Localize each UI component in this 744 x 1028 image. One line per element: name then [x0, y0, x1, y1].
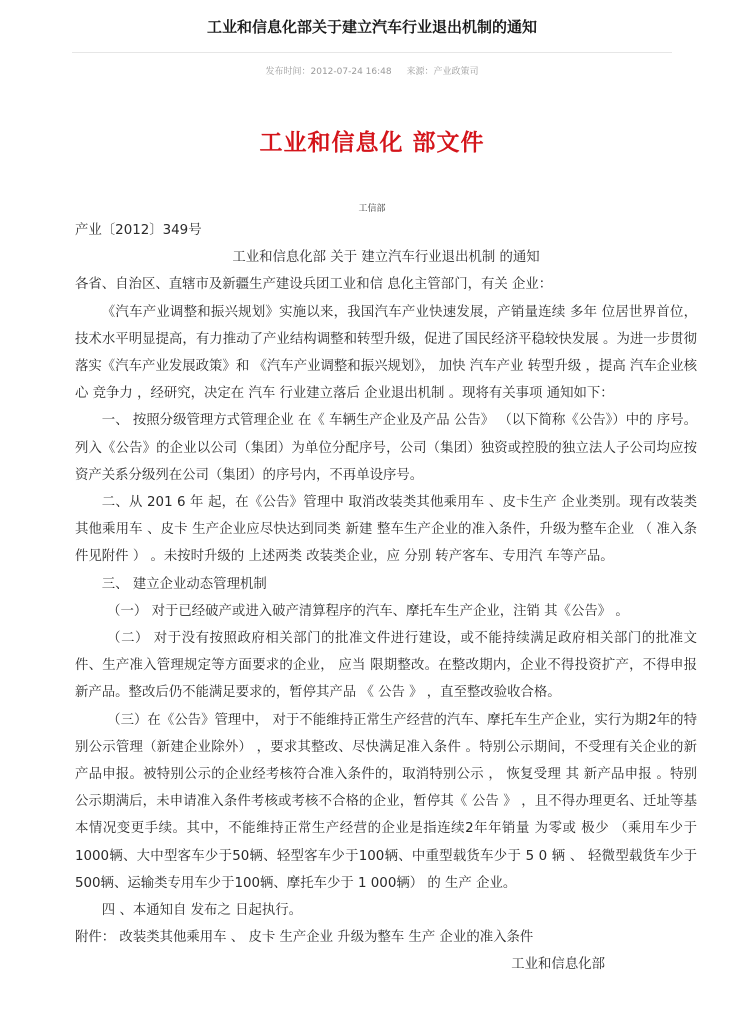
paragraph-item-3: 三、 建立企业动态管理机制	[101, 576, 267, 592]
article-title: 工业和信息化部关于建立汽车行业退出机制的通知	[206, 18, 537, 36]
source-value: 产业政策司	[433, 67, 479, 77]
title-divider	[72, 52, 672, 53]
signature: 工业和信息化部	[511, 957, 605, 973]
document-number: 产业〔2012〕349号	[75, 223, 202, 238]
paragraph-intro: 《汽车产业调整和振兴规划》实施以来，我国汽车产业快速发展，产销量连续 多年 位居世界首位，技术水平明显提高，有力推动了产业结构调整和转型升级，促进了国民经济平稳较快发展 。为进一步贯彻落实《汽车产业发展政策》和 《汽车产业调整和振兴规划》， 加快 汽车产业 转型升级 ，提高 汽车企业核心 竞争力 ，经研究，决定在 汽车 行业建立落后 企业退出机制 。现将有关事项 通知如下：	[75, 304, 697, 402]
source	[406, 67, 478, 77]
document-body	[75, 217, 697, 979]
document-red-header: 工业和信息化 部文件	[259, 129, 485, 156]
article-meta	[0, 64, 744, 77]
issuing-org-short: 工信部	[358, 204, 386, 214]
paragraph-item-2: 二、从 201 6 年 起，在《公告》管理中 取消改装类其他乘用车 、皮卡生产 企业类别。现有改装类其他乘用车 、皮卡 生产企业应尽快达到同类 新建 整车生产企业的准入条件，升级为整车企业 （ 准入条件见附件 ） 。未按时升级的 上述两类 改装类企业，应 分别 转产客车、专用汽 车等产品。	[75, 495, 697, 565]
attachment-line: 附件： 改装类其他乘用车 、 皮卡 生产企业 升级为整车 生产 企业的准入条件	[75, 930, 534, 946]
paragraph-item-1: 一、 按照分级管理方式管理企业 在《 车辆生产企业及产品 公告》 （以下简称《公告》）中的 序号。列入《公告》的企业以公司（集团）为单位分配序号，公司（集团）独资或控股的独立法人子公司均应按资产关系分级列在公司（集团）的序号内，不再单设序号。	[75, 413, 697, 483]
document-subject: 工业和信息化部 关于 建立汽车行业退出机制 的通知	[232, 250, 540, 266]
salutation: 各省、自治区、直辖市及新疆生产建设兵团工业和信 息化主管部门，有关 企业：	[75, 277, 553, 293]
paragraph-item-3-3: （三）在《公告》管理中， 对于不能维持正常生产经营的汽车、摩托车生产企业，实行为期2年的特别公示管理（新建企业除外） ，要求其整改、尽快满足准入条件 。特别公示期间，不受理有关企业的新产品申报。被特别公示的企业经考核符合准入条件的，取消特别公示 ， 恢复受理 其 新产品申报 。特别公示期满后，未申请准入条件考核或考核不合格的企业，暂停其《 公告 》 ，且不得办理更名、迁址等基本情况变更手续。其中，不能维持正常生产经营的企业是指连续2年年销量 为零或 极少 （乘用车少于1000辆、大中型客车少于50辆、轻型客车少于100辆、中重型载货车少于 5 0 辆 、 轻微型载货车少于500辆、运输类专用车少于100辆、摩托车少于 1 000辆） 的 生产 企业。	[75, 712, 697, 891]
paragraph-item-3-1: （一） 对于已经破产或进入破产清算程序的汽车、摩托车生产企业，注销 其《公告》 。	[107, 603, 629, 619]
publish-time	[265, 67, 391, 77]
paragraph-item-3-2: （二） 对于没有按照政府相关部门的批准文件进行建设，或不能持续满足政府相关部门的批准文件、生产准入管理规定等方面要求的企业， 应当 限期整改。在整改期内，企业不得投资扩产，不得申报新产品。整改后仍不能满足要求的，暂停其产品 《 公告 》 ，直至整改验收合格。	[75, 631, 697, 701]
publish-label: 发布时间：	[265, 67, 311, 77]
paragraph-item-4: 四 、本通知自 发布之 日起执行。	[101, 903, 303, 919]
publish-time-value: 2012-07-24 16:48	[310, 67, 392, 77]
source-label: 来源：	[406, 67, 434, 77]
